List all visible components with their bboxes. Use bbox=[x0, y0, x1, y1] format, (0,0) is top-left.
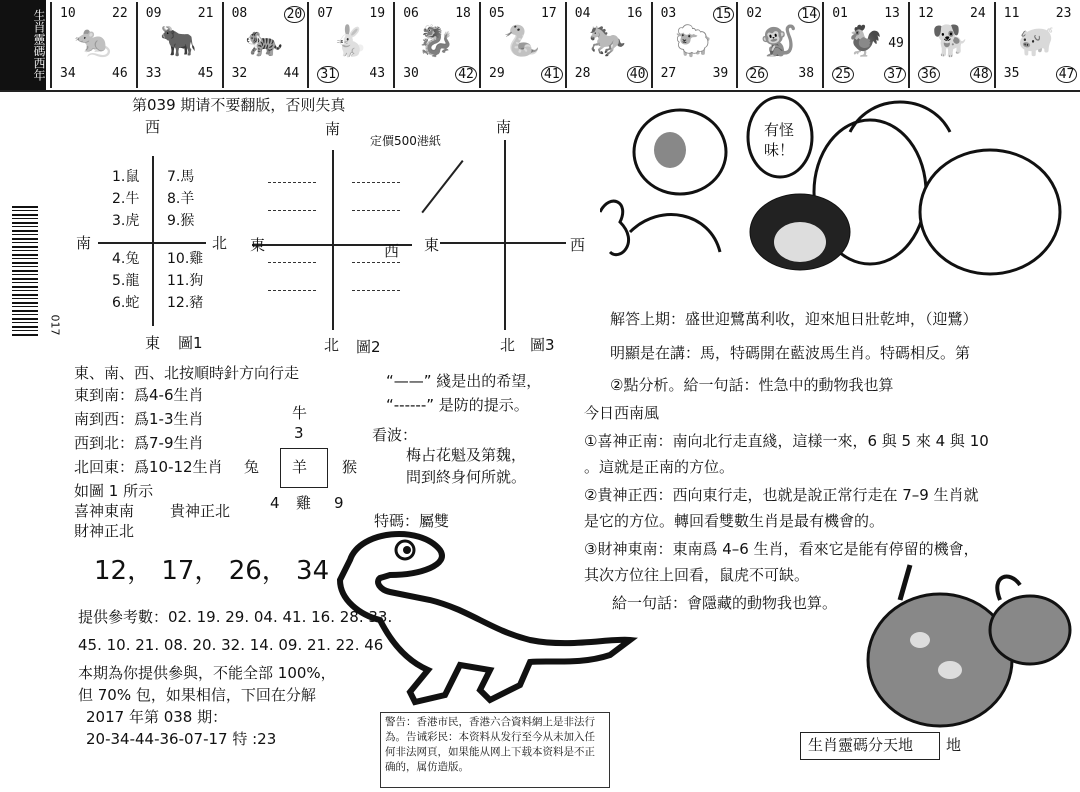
zodiac-number: 20 bbox=[284, 6, 306, 23]
xi-shen: 喜神東南 bbox=[74, 502, 135, 520]
zodiac-number: 34 bbox=[60, 66, 76, 81]
zodiac-cell bbox=[479, 2, 565, 88]
fig1-left-list: 1.鼠 2.牛 3.虎 4.兔 5.龍 6.蛇 bbox=[112, 169, 140, 311]
analysis-line: ②貴神正西：西向東行走，也就是說正常行走在 7–9 生肖就 bbox=[584, 486, 979, 504]
grid-bottom: 雞 bbox=[296, 494, 312, 512]
zodiac-number: 23 bbox=[1055, 6, 1072, 21]
rule-line: 北回東：爲10-12生肖 bbox=[74, 458, 223, 476]
zodiac-number: 45 bbox=[197, 66, 214, 81]
fig3-south: 南 bbox=[496, 118, 512, 136]
monkey-icon: 🐒 bbox=[760, 24, 798, 59]
zodiac-number: 22 bbox=[112, 6, 128, 21]
grid-bottom-right: 9 bbox=[334, 494, 344, 512]
snake-icon: 🐍 bbox=[503, 24, 541, 59]
zodiac-number: 08 bbox=[231, 6, 248, 21]
barcode-text: 017 bbox=[48, 314, 62, 336]
fig1-south: 南 bbox=[76, 234, 92, 252]
fig3-caption: 圖3 bbox=[530, 336, 555, 354]
zodiac-cell bbox=[222, 2, 308, 88]
zodiac-number: 48 bbox=[970, 66, 992, 83]
issue-notice: 第039 期请不要翻版，否则失真 bbox=[132, 96, 346, 114]
poem-line: 問到終身何所就。 bbox=[406, 468, 527, 486]
grid-left: 兔 bbox=[244, 458, 260, 476]
zodiac-number: 31 bbox=[317, 66, 339, 83]
analysis-line: ①喜神正南：南向北行走直綫，這樣一來，6 與 5 來 4 與 10 bbox=[584, 432, 989, 450]
zodiac-cell bbox=[50, 2, 136, 88]
zodiac-number: 26 bbox=[746, 66, 768, 83]
zodiac-number: 15 bbox=[713, 6, 735, 23]
grid-top-num: 3 bbox=[294, 424, 304, 442]
last-draw: 20-34-44-36-07-17 特 :23 bbox=[86, 730, 277, 748]
fig3-west: 西 bbox=[570, 236, 586, 254]
analysis-line: 。這就是正南的方位。 bbox=[584, 458, 735, 476]
reference-line: 45. 10. 21. 08. 20. 32. 14. 09. 21. 22. 46 bbox=[78, 636, 384, 654]
legend-solid: “——” 綫是出的希望， bbox=[386, 372, 542, 390]
zodiac-number: 24 bbox=[970, 6, 986, 21]
zodiac-number: 43 bbox=[369, 66, 386, 81]
zodiac-cell bbox=[393, 2, 479, 88]
zodiac-number: 05 bbox=[489, 6, 505, 21]
zodiac-cell bbox=[651, 2, 737, 88]
grid-bottom-left: 4 bbox=[270, 494, 280, 512]
rules-intro: 東、南、西、北按順時針方向行走 bbox=[74, 364, 300, 382]
rooster-icon: 🐓 bbox=[846, 24, 884, 59]
zodiac-number: 28 bbox=[574, 66, 591, 81]
horse-icon: 🐎 bbox=[588, 24, 627, 59]
promise-line: 本期為你提供參與，不能全部 100%， bbox=[78, 664, 336, 682]
pig-icon: 🐖 bbox=[1017, 24, 1056, 59]
zodiac-number: 18 bbox=[455, 6, 471, 21]
analysis-line: ③財神東南：東南爲 4–6 生肖，看來它是能有停留的機會， bbox=[584, 540, 979, 558]
zodiac-number: 30 bbox=[403, 66, 419, 81]
zodiac-number: 36 bbox=[918, 66, 940, 83]
zodiac-number: 02 bbox=[746, 6, 763, 21]
see-fig: 如圖 1 所示 bbox=[74, 482, 154, 500]
ox-icon: 🐂 bbox=[159, 24, 198, 59]
rule-line: 南到西：爲1-3生肖 bbox=[74, 410, 204, 428]
rule-line: 西到北：爲7-9生肖 bbox=[74, 434, 204, 452]
rat-icon: 🐀 bbox=[74, 24, 112, 59]
zodiac-number: 07 bbox=[317, 6, 334, 21]
analysis-line: 其次方位往上回看，鼠虎不可缺。 bbox=[584, 566, 810, 584]
zodiac-number: 21 bbox=[197, 6, 214, 21]
footer-box: 生肖靈碼分天地 bbox=[808, 736, 914, 754]
fig1-north: 北 bbox=[212, 234, 228, 252]
zodiac-number: 33 bbox=[145, 66, 162, 81]
zodiac-cell bbox=[736, 2, 822, 88]
zodiac-number: 40 bbox=[627, 66, 649, 83]
zodiac-number: 37 bbox=[884, 66, 906, 83]
price-label: 定價500港紙 bbox=[370, 134, 441, 148]
zodiac-number: 06 bbox=[403, 6, 419, 21]
zodiac-number: 29 bbox=[489, 66, 505, 81]
fig3-north: 北 bbox=[500, 336, 516, 354]
special-code: 特碼：屬雙 bbox=[374, 512, 450, 530]
zodiac-cell bbox=[307, 2, 393, 88]
zodiac-number: 03 bbox=[660, 6, 677, 21]
fig3-east: 東 bbox=[424, 236, 440, 254]
promise-line: 但 70% 包，如果相信，下回在分解 bbox=[78, 686, 316, 704]
fig1-east: 東 bbox=[145, 334, 161, 352]
tiger-icon: 🐅 bbox=[245, 24, 283, 59]
fig2-east: 東 bbox=[250, 236, 266, 254]
zodiac-number: 27 bbox=[660, 66, 677, 81]
fig2-south: 南 bbox=[325, 120, 341, 138]
zodiac-number: 41 bbox=[541, 66, 563, 83]
zodiac-number: 10 bbox=[60, 6, 76, 21]
fig1-west: 西 bbox=[145, 118, 161, 136]
fig1-caption: 圖1 bbox=[178, 334, 203, 352]
cai-shen: 財神正北 bbox=[74, 522, 135, 540]
today-wind: 今日西南風 bbox=[584, 404, 660, 422]
zodiac-number: 35 bbox=[1003, 66, 1020, 81]
zodiac-number: 49 bbox=[888, 36, 904, 51]
barcode-icon bbox=[12, 206, 38, 336]
kanbo-label: 看波： bbox=[372, 426, 418, 444]
zodiac-number: 12 bbox=[918, 6, 934, 21]
fig2-west: 西 bbox=[384, 242, 400, 260]
zodiac-number: 04 bbox=[574, 6, 591, 21]
fig2-caption: 圖2 bbox=[356, 338, 381, 356]
promise-line: 2017 年第 038 期： bbox=[86, 708, 228, 726]
speech-bubble: 有怪味！ bbox=[764, 121, 795, 159]
answer-line: ②點分析。給一句話：性急中的動物我也算 bbox=[610, 376, 894, 394]
zodiac-cell bbox=[136, 2, 222, 88]
zodiac-number: 42 bbox=[455, 66, 477, 83]
cartoon-characters-icon bbox=[600, 92, 1078, 278]
grid-center: 羊 bbox=[292, 458, 308, 476]
zodiac-strip bbox=[0, 0, 1080, 92]
zodiac-number: 44 bbox=[283, 66, 300, 81]
grid-right: 猴 bbox=[342, 458, 358, 476]
zodiac-number: 47 bbox=[1056, 66, 1078, 83]
legend-dashed: “------” 是防的提示。 bbox=[386, 396, 529, 414]
sheep-icon: 🐑 bbox=[674, 24, 712, 59]
fig1-right-list: 7.馬 8.羊 9.猴 10.雞 11.狗 12.豬 bbox=[167, 169, 204, 311]
zodiac-number: 19 bbox=[369, 6, 386, 21]
zodiac-cell bbox=[994, 2, 1080, 88]
zodiac-cell bbox=[822, 2, 908, 88]
zodiac-number: 01 bbox=[832, 6, 848, 21]
zodiac-cell bbox=[565, 2, 651, 88]
dog-icon: 🐕 bbox=[932, 24, 970, 59]
zodiac-number: 13 bbox=[884, 6, 900, 21]
analysis-line: 給一句話：會隱藏的動物我也算。 bbox=[612, 594, 838, 612]
zodiac-number: 14 bbox=[798, 6, 820, 23]
reference-line: 提供參考數：02. 19. 29. 04. 41. 16. 28. 33. bbox=[78, 608, 393, 626]
warning-box: 警告：香港市民，香港六合資料網上是非法行為。告诫彩民：本资料从发行至今从未加入任何非法网頁，如果能从网上下载本资料是不正确的，属仿造版。 bbox=[380, 712, 610, 788]
zodiac-number: 32 bbox=[231, 66, 248, 81]
zodiac-number: 25 bbox=[832, 66, 854, 83]
poem-line: 梅占花魁及第魏， bbox=[406, 446, 527, 464]
zodiac-cell bbox=[908, 2, 994, 88]
pick-numbers: 12， 17， 26， 34 bbox=[94, 556, 330, 586]
gui-shen: 貴神正北 bbox=[170, 502, 231, 520]
grid-top: 牛 bbox=[292, 404, 308, 422]
fig2-north: 北 bbox=[324, 336, 340, 354]
zodiac-number: 09 bbox=[145, 6, 162, 21]
zodiac-number: 16 bbox=[626, 6, 643, 21]
zodiac-number: 17 bbox=[541, 6, 557, 21]
rabbit-icon: 🐇 bbox=[331, 24, 369, 59]
ox-icon bbox=[860, 560, 1080, 740]
answer-line: 解答上期：盛世迎鷺萬利收，迎來旭日壯乾坤，（迎鷺） bbox=[610, 310, 978, 328]
zodiac-number: 11 bbox=[1003, 6, 1020, 21]
analysis-line: 是它的方位。轉回看雙數生肖是最有機會的。 bbox=[584, 512, 885, 530]
answer-line: 明顯是在講：馬，特碼開在藍波馬生肖。特碼相反。第 bbox=[610, 344, 971, 362]
footer-tail: 地 bbox=[946, 736, 962, 754]
dragon-icon: 🐉 bbox=[417, 24, 455, 59]
zodiac-number: 39 bbox=[712, 66, 729, 81]
zodiac-number: 46 bbox=[112, 66, 128, 81]
zodiac-number: 38 bbox=[798, 66, 815, 81]
logo: 生肖靈碼西年 bbox=[0, 0, 46, 90]
rule-line: 東到南：爲4-6生肖 bbox=[74, 386, 204, 404]
